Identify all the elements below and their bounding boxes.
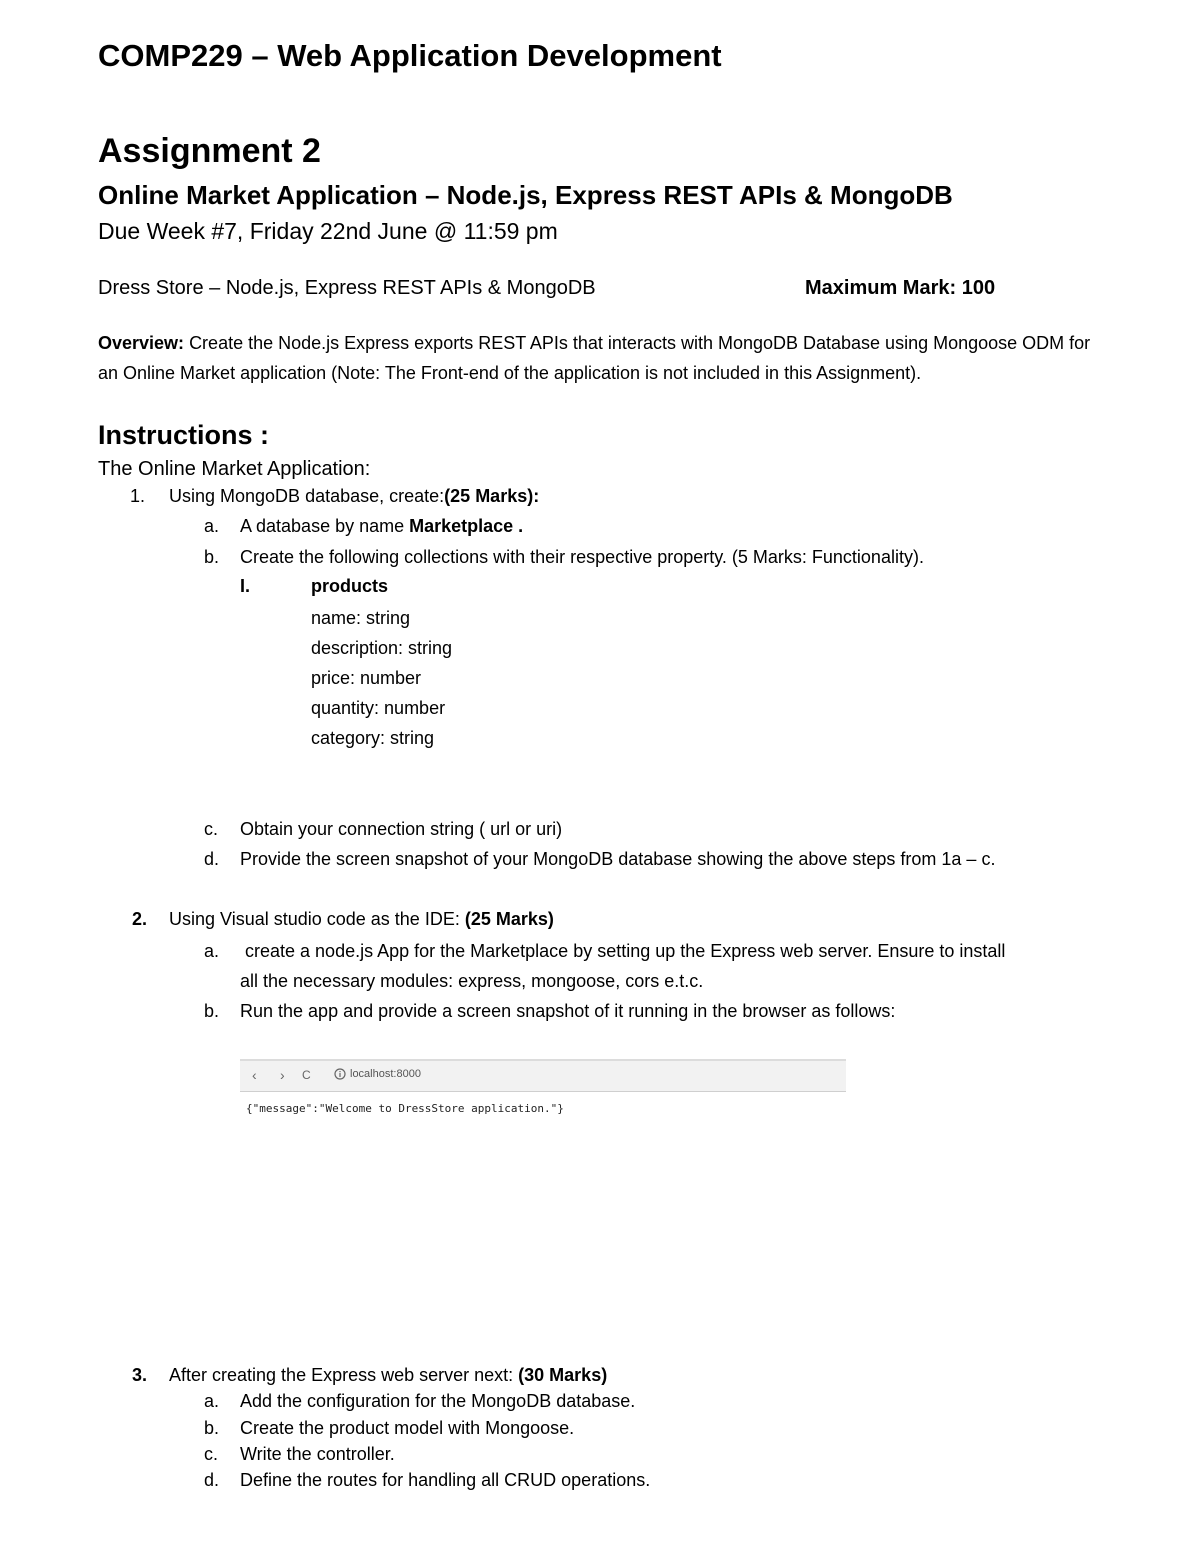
step-1b-text: Create the following collections with their respective property. (5 Marks: Functionality). (240, 547, 924, 567)
step-2a (204, 941, 1006, 962)
step-1 (130, 486, 540, 507)
step-1-label: Using MongoDB database, create: (169, 486, 445, 506)
step-2-label: Using Visual studio code as the IDE: (169, 909, 465, 929)
step-1d-text: Provide the screen snapshot of your MongoDB database showing the above steps from 1a – c. (240, 849, 996, 869)
step-1d-letter: d. (204, 849, 220, 869)
back-icon: ‹ (252, 1067, 257, 1083)
step-1a-label: A database by name (240, 516, 410, 536)
assignment-title: Assignment 2 (98, 132, 321, 170)
step-1a-letter: a. (204, 516, 220, 536)
step-3a (204, 1391, 636, 1412)
step-1a-db-name: Marketplace . (409, 516, 524, 536)
field-price: price: number (311, 668, 422, 688)
step-1b-letter: b. (204, 547, 220, 567)
project-name: Dress Store – Node.js, Express REST APIs & MongoDB (98, 277, 596, 299)
step-1c-letter: c. (204, 819, 219, 839)
reload-icon: C (302, 1068, 311, 1082)
forward-icon: › (280, 1067, 285, 1083)
step-1a (204, 516, 524, 537)
step-2b-text: Run the app and provide a screen snapshot of it running in the browser as follows: (240, 1001, 896, 1021)
step-3b-letter: b. (204, 1418, 220, 1438)
step-3a-letter: a. (204, 1391, 220, 1411)
overview-paragraph (98, 328, 1098, 388)
step-2a-text-line2: all the necessary modules: express, mongoose, cors e.t.c. (240, 971, 704, 991)
course-title: COMP229 – Web Application Development (98, 38, 722, 73)
info-icon (334, 1067, 346, 1085)
step-3d-letter: d. (204, 1470, 220, 1490)
step-2-text (169, 909, 554, 930)
step-3-text (169, 1365, 607, 1386)
step-2b-letter: b. (204, 1001, 220, 1021)
step-2-number: 2. (132, 909, 148, 929)
collection-name: products (311, 576, 389, 596)
step-3 (132, 1365, 608, 1386)
roman-numeral: I. (240, 576, 251, 596)
step-3c-letter: c. (204, 1444, 219, 1464)
assignment-subtitle: Online Market Application – Node.js, Express REST APIs & MongoDB (98, 180, 953, 210)
step-1-text (169, 486, 539, 507)
step-1-marks: (25 Marks): (444, 486, 540, 506)
field-description: description: string (311, 638, 453, 658)
step-1c (204, 819, 563, 840)
step-3-label: After creating the Express web server next: (169, 1365, 519, 1385)
maximum-mark: Maximum Mark: 100 (805, 277, 996, 299)
due-date: Due Week #7, Friday 22nd June @ 11:59 pm (98, 218, 558, 244)
field-name: name: string (311, 608, 411, 628)
overview-label: Overview: (98, 333, 185, 353)
step-1a-text (240, 516, 523, 537)
step-3b (204, 1418, 575, 1439)
step-3b-text: Create the product model with Mongoose. (240, 1418, 575, 1438)
step-3c-text: Write the controller. (240, 1444, 395, 1464)
step-3d (204, 1470, 651, 1491)
json-response: {"message":"Welcome to DressStore application."} (246, 1102, 564, 1115)
browser-toolbar (240, 1059, 846, 1092)
step-1-number: 1. (130, 486, 146, 506)
field-quantity: quantity: number (311, 698, 446, 718)
step-3a-text: Add the configuration for the MongoDB database. (240, 1391, 636, 1411)
overview-text: Create the Node.js Express exports REST APIs that interacts with MongoDB Database using Mongoose ODM for an Online Market application (Note: The Front-end of the application is not included in this Assignment). (98, 333, 1091, 383)
step-1c-text: Obtain your connection string ( url or uri) (240, 819, 563, 839)
step-2b (204, 1001, 896, 1022)
step-2a-letter: a. (204, 941, 220, 961)
field-category: category: string (311, 728, 435, 748)
step-3c (204, 1444, 395, 1465)
step-1b (204, 547, 924, 568)
instructions-heading: Instructions : (98, 420, 270, 450)
step-1d (204, 849, 996, 870)
step-3-marks: (30 Marks) (518, 1365, 608, 1385)
step-2 (132, 909, 554, 930)
step-2-marks: (25 Marks) (464, 909, 554, 929)
address-bar-url: localhost:8000 (350, 1068, 421, 1080)
step-3-number: 3. (132, 1365, 148, 1385)
step-2a-text-line1: create a node.js App for the Marketplace by setting up the Express web server. Ensure to install (240, 941, 1006, 961)
step-3d-text: Define the routes for handling all CRUD operations. (240, 1470, 651, 1490)
app-heading: The Online Market Application: (98, 458, 371, 480)
browser-screenshot (240, 1057, 846, 1127)
collection-products (240, 576, 389, 597)
